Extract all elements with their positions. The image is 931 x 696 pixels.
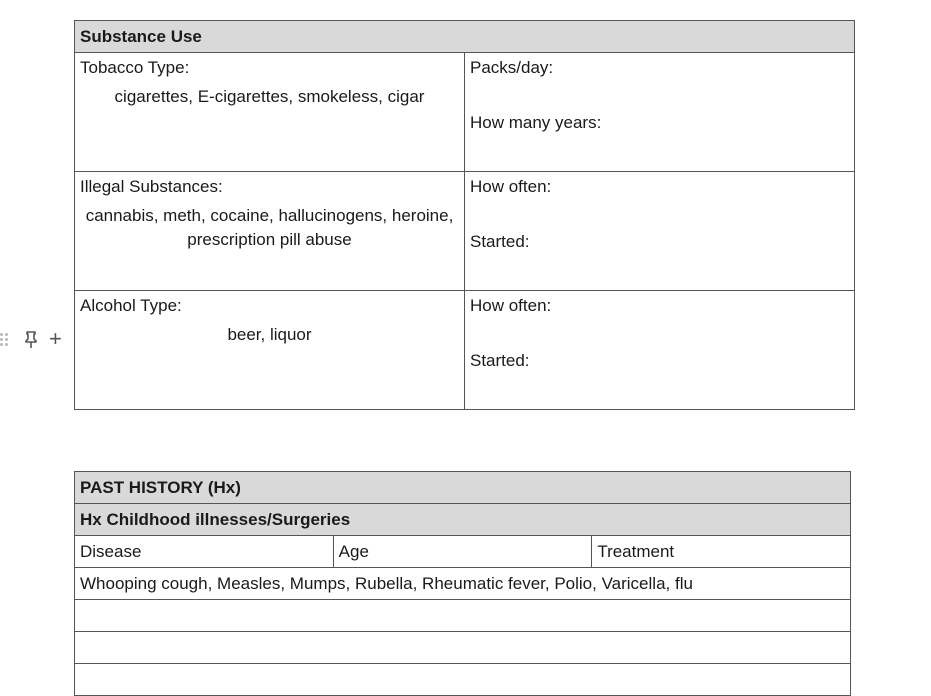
illness-list-cell[interactable]: Whooping cough, Measles, Mumps, Rubella, Rheumatic fever, Polio, Varicella, flu bbox=[75, 568, 851, 600]
how-often-label: How often: bbox=[470, 177, 552, 196]
substance-use-title: Substance Use bbox=[75, 21, 855, 53]
illegal-substances-label: Illegal Substances: bbox=[80, 177, 223, 196]
pin-icon[interactable] bbox=[22, 330, 40, 350]
alcohol-details-cell[interactable] bbox=[465, 291, 855, 410]
plus-icon[interactable]: + bbox=[49, 326, 62, 351]
table-row-alcohol bbox=[75, 291, 855, 410]
illegal-substances-cell[interactable] bbox=[75, 172, 465, 291]
started-label: Started: bbox=[470, 232, 530, 251]
block-gutter bbox=[0, 328, 70, 352]
tobacco-details-cell[interactable] bbox=[465, 53, 855, 172]
table-row-tobacco bbox=[75, 53, 855, 172]
past-history-title: PAST HISTORY (Hx) bbox=[75, 472, 851, 504]
childhood-illnesses-subtitle: Hx Childhood illnesses/Surgeries bbox=[75, 504, 851, 536]
empty-cell[interactable] bbox=[75, 600, 851, 632]
empty-cell[interactable] bbox=[75, 632, 851, 664]
illegal-substances-details-cell[interactable] bbox=[465, 172, 855, 291]
alcohol-options-line: beer, liquor bbox=[227, 325, 312, 344]
table-row bbox=[75, 632, 851, 664]
tobacco-options bbox=[80, 85, 459, 109]
past-history-table bbox=[74, 471, 851, 696]
tobacco-options-line: cigarettes, E-cigarettes, smokeless, cigar bbox=[114, 87, 425, 106]
substance-use-table bbox=[74, 20, 855, 410]
packs-per-day-label: Packs/day: bbox=[470, 58, 554, 77]
illegal-options-line-1: cannabis, meth, cocaine, hallucinogens, heroine, bbox=[85, 206, 454, 225]
how-many-years-label: How many years: bbox=[470, 113, 602, 132]
column-header-treatment[interactable]: Treatment bbox=[592, 536, 851, 568]
table-header-row bbox=[75, 536, 851, 568]
started-label: Started: bbox=[470, 351, 530, 370]
how-often-label: How often: bbox=[470, 296, 552, 315]
table-row bbox=[75, 664, 851, 696]
table-row bbox=[75, 568, 851, 600]
empty-cell[interactable] bbox=[75, 664, 851, 696]
drag-handle-icon[interactable] bbox=[0, 332, 10, 348]
alcohol-type-cell[interactable] bbox=[75, 291, 465, 410]
column-header-age[interactable]: Age bbox=[333, 536, 592, 568]
table-row bbox=[75, 600, 851, 632]
alcohol-type-label: Alcohol Type: bbox=[80, 296, 182, 315]
tobacco-type-label: Tobacco Type: bbox=[80, 58, 190, 77]
illegal-options-line-2: prescription pill abuse bbox=[187, 230, 352, 249]
tobacco-type-cell[interactable] bbox=[75, 53, 465, 172]
alcohol-options bbox=[80, 323, 459, 347]
table-row-illegal-substances bbox=[75, 172, 855, 291]
illegal-substances-options bbox=[80, 204, 459, 252]
column-header-disease[interactable]: Disease bbox=[75, 536, 334, 568]
